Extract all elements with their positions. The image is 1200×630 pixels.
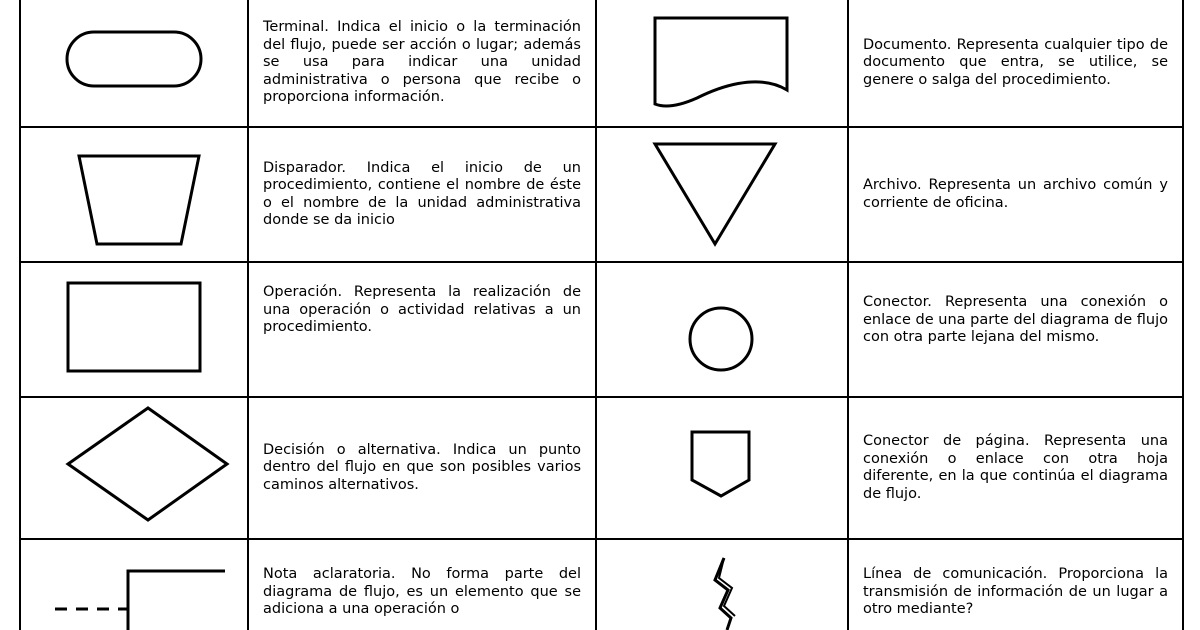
operation-symbol [21,263,247,396]
table-border-right [1182,0,1184,630]
annotation-description: Nota aclaratoria. No forma parte del diagrama de flujo, es un elemento que se adiciona a una operación o [263,566,581,617]
communication-line-description: Línea de comunicación. Proporciona la transmisión de información de un lugar a otro mediante? [863,566,1168,617]
operation-description: Operación. Representa la realización de una operación o actividad relativas a un procedimiento. [263,284,581,336]
page-connector-description: Conector de página. Representa una conexión o enlace con otra hoja diferente, en la que continúa el diagrama de flujo. [863,433,1168,502]
table-divider [247,0,249,630]
file-description: Archivo. Representa un archivo común y corriente de oficina. [863,177,1168,211]
trigger-symbol [21,128,247,261]
page-connector-symbol [597,398,847,538]
document-description: Documento. Representa cualquier tipo de documento que entra, se utilice, se genere o salga del procedimiento. [863,36,1168,88]
file-symbol [597,128,847,261]
connector-description: Conector. Representa una conexión o enlace de una parte del diagrama de flujo con otra parte lejana del mismo. [863,294,1168,346]
terminal-symbol [21,0,247,126]
table-divider [847,0,849,630]
document-symbol [597,0,847,126]
communication-line-symbol [597,540,847,630]
connector-symbol [597,263,847,396]
decision-symbol [21,398,247,538]
annotation-symbol [21,540,247,630]
trigger-description: Disparador. Indica el inicio de un procedimiento, contiene el nombre de éste o el nombre de la unidad administrativa donde se da inicio [263,159,581,228]
decision-description: Decisión o alternativa. Indica un punto dentro del flujo en que son posibles varios caminos alternativos. [263,441,581,493]
terminal-description: Terminal. Indica el inicio o la terminación del flujo, puede ser acción o lugar; además se usa para indicar una unidad administrativa o persona que recibe o proporciona información. [263,19,581,106]
